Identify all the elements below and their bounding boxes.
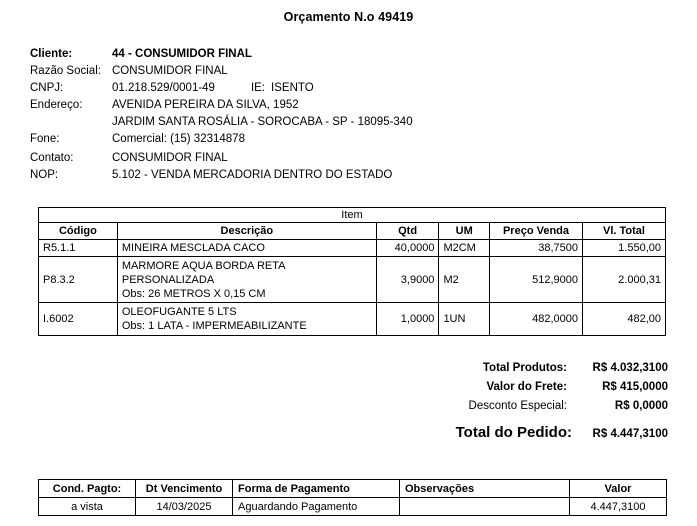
item-preco-venda: 38,7500 <box>489 240 582 257</box>
customer-value-ie: ISENTO <box>271 82 314 94</box>
desconto-especial-label: Desconto Especial: <box>468 400 567 412</box>
desconto-especial-row <box>380 400 668 419</box>
item-descricao <box>117 257 376 303</box>
customer-label-fone: Fone: <box>30 133 60 145</box>
item-qtd: 40,0000 <box>376 240 439 257</box>
payment-header-forma-pagamento: Forma de Pagamento <box>233 480 400 498</box>
customer-value-endereco: AVENIDA PEREIRA DA SILVA, 1952 <box>112 99 299 111</box>
payment-header-cond-pagto: Cond. Pagto: <box>39 480 136 498</box>
page-title: Orçamento N.o 49419 <box>283 10 414 24</box>
payment-table <box>38 479 667 516</box>
customer-row-fone <box>30 133 650 152</box>
item-descricao-line3: Obs: 26 METROS X 0,15 CM <box>121 287 266 300</box>
item-descricao-line2: PERSONALIZADA <box>121 273 215 286</box>
customer-value-cliente: 44 - CONSUMIDOR FINAL <box>112 48 252 60</box>
total-pedido-value: R$ 4.447,3100 <box>592 428 668 440</box>
item-codigo: I.6002 <box>39 303 118 336</box>
customer-value-cnpj: 01.218.529/0001-49 <box>112 82 215 94</box>
items-header-codigo: Código <box>39 223 118 240</box>
customer-info-block <box>30 48 650 186</box>
total-produtos-row <box>380 362 668 381</box>
item-descricao-line1: OLEOFUGANTE 5 LTS <box>121 306 237 318</box>
total-pedido-label: Total do Pedido: <box>455 424 572 441</box>
item-um: 1UN <box>439 303 490 336</box>
payment-cond-pagto: a vista <box>39 498 136 516</box>
payment-forma-pagamento: Aguardando Pagamento <box>233 498 400 516</box>
items-table-header-row <box>39 223 666 240</box>
item-um: M2 <box>439 257 490 303</box>
table-row <box>39 240 666 257</box>
customer-row-razao-social <box>30 65 650 82</box>
customer-value-nop: 5.102 - VENDA MERCADORIA DENTRO DO ESTADO <box>112 169 393 181</box>
customer-label-endereco: Endereço: <box>30 99 83 111</box>
payment-header-valor: Valor <box>570 480 667 498</box>
valor-frete-label: Valor do Frete: <box>486 381 567 393</box>
customer-row-endereco-line2 <box>30 116 650 133</box>
items-header-qtd: Qtd <box>376 223 439 240</box>
customer-value-fone: Comercial: (15) 32314878 <box>112 133 245 145</box>
items-header-descricao: Descrição <box>117 223 376 240</box>
item-descricao-line1: MINEIRA MESCLADA CACO <box>121 242 265 254</box>
customer-value-contato: CONSUMIDOR FINAL <box>112 152 228 164</box>
table-row <box>39 303 666 336</box>
customer-row-contato <box>30 152 650 169</box>
customer-label-cliente: Cliente: <box>30 48 73 60</box>
items-table <box>38 207 666 336</box>
customer-value-endereco-line2: JARDIM SANTA ROSÁLIA - SOROCABA - SP - 18095-340 <box>112 116 413 128</box>
item-preco-venda: 512,9000 <box>489 257 582 303</box>
item-vl-total: 482,00 <box>583 303 666 336</box>
total-pedido-row <box>380 424 668 448</box>
total-produtos-value: R$ 4.032,3100 <box>592 362 668 374</box>
items-table-band-title: Item <box>39 208 666 223</box>
payment-valor: 4.447,3100 <box>570 498 667 516</box>
items-header-vl-total: Vl. Total <box>583 223 666 240</box>
item-qtd: 3,9000 <box>376 257 439 303</box>
customer-row-endereco <box>30 99 650 116</box>
item-um: M2CM <box>439 240 490 257</box>
customer-label-contato: Contato: <box>30 152 74 164</box>
customer-label-razao-social: Razão Social: <box>30 65 101 77</box>
total-produtos-label: Total Produtos: <box>482 362 567 374</box>
items-header-um: UM <box>439 223 490 240</box>
item-descricao-line1: MARMORE AQUA BORDA RETA <box>121 259 286 272</box>
customer-value-razao-social: CONSUMIDOR FINAL <box>112 65 228 77</box>
desconto-especial-value: R$ 0,0000 <box>614 400 668 412</box>
payment-header-observacoes: Observações <box>400 480 570 498</box>
valor-frete-row <box>380 381 668 400</box>
customer-row-cliente <box>30 48 650 65</box>
customer-row-cnpj <box>30 82 650 99</box>
item-preco-venda: 482,0000 <box>489 303 582 336</box>
payment-observacoes <box>400 498 570 516</box>
payment-dt-vencimento: 14/03/2025 <box>136 498 233 516</box>
customer-label-ie: IE: <box>250 82 266 94</box>
payment-table-header-row <box>39 480 667 498</box>
totals-block <box>380 362 668 448</box>
item-vl-total: 2.000,31 <box>583 257 666 303</box>
item-codigo: P8.3.2 <box>39 257 118 303</box>
item-descricao <box>117 303 376 336</box>
table-row <box>39 257 666 303</box>
item-qtd: 1,0000 <box>376 303 439 336</box>
valor-frete-value: R$ 415,0000 <box>602 381 668 393</box>
table-row <box>39 498 667 516</box>
customer-label-nop: NOP: <box>30 169 59 181</box>
item-vl-total: 1.550,00 <box>583 240 666 257</box>
payment-header-dt-vencimento: Dt Vencimento <box>136 480 233 498</box>
item-descricao-line2: Obs: 1 LATA - IMPERMEABILIZANTE <box>121 320 307 332</box>
items-table-band-row <box>39 208 666 223</box>
customer-row-nop <box>30 169 650 186</box>
customer-label-cnpj: CNPJ: <box>30 82 64 94</box>
item-codigo: R5.1.1 <box>39 240 118 257</box>
items-header-preco-venda: Preço Venda <box>489 223 582 240</box>
item-descricao <box>117 240 376 257</box>
